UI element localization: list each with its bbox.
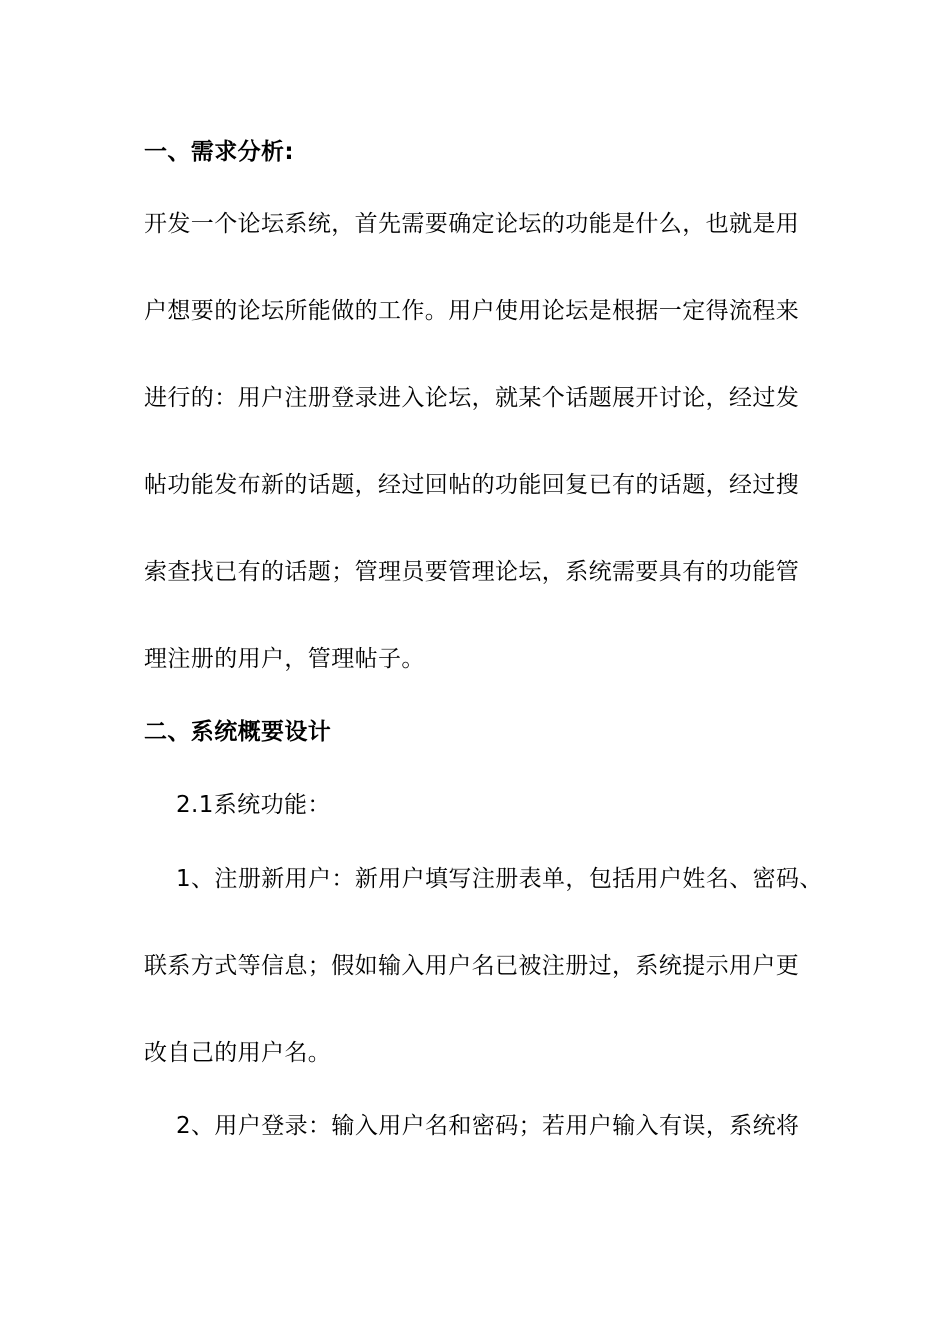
paragraph-line: 索查找已有的话题；管理员要管理论坛，系统需要具有的功能管 xyxy=(144,559,800,585)
paragraph-line: 帖功能发布新的话题，经过回帖的功能回复已有的话题，经过搜 xyxy=(144,472,800,498)
paragraph-line: 户想要的论坛所能做的工作。用户使用论坛是根据一定得流程来 xyxy=(144,298,800,324)
list-item-line: 2、用户登录：输入用户名和密码；若用户输入有误，系统将 xyxy=(176,1113,800,1139)
subsection-heading: 2.1系统功能： xyxy=(176,792,331,818)
paragraph-line: 理注册的用户，管理帖子。 xyxy=(144,646,425,672)
list-item-line: 联系方式等信息；假如输入用户名已被注册过，系统提示用户更 xyxy=(144,953,800,979)
list-item-line: 改自己的用户名。 xyxy=(144,1040,332,1066)
paragraph-line: 进行的：用户注册登录进入论坛，就某个话题展开讨论，经过发 xyxy=(144,385,800,411)
section-heading-design: 二、系统概要设计 xyxy=(144,719,332,745)
paragraph-line: 开发一个论坛系统，首先需要确定论坛的功能是什么，也就是用 xyxy=(144,211,800,237)
section-heading-requirements: 一、需求分析: xyxy=(144,139,294,165)
list-item-line: 1、注册新用户：新用户填写注册表单，包括用户姓名、密码、 xyxy=(176,866,823,892)
